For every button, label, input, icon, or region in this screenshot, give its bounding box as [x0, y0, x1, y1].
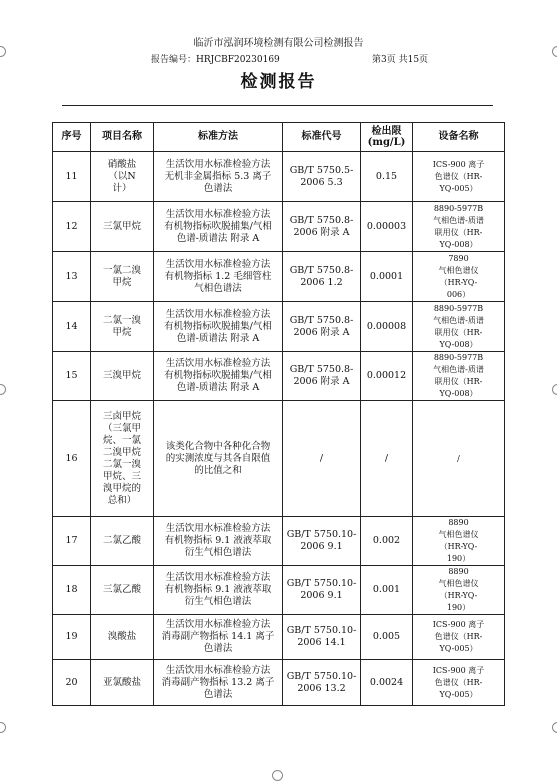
detection-limit-cell: 0.00008: [361, 302, 413, 352]
method-cell: 生活饮用水标准检验方法 有机物指标 1.2 毛细管柱 气相色谱法: [154, 252, 283, 302]
method-cell: 生活饮用水标准检验方法 消毒副产物指标 14.1 离子 色谱法: [154, 615, 283, 660]
header-cell: 项目名称: [91, 123, 154, 152]
test-methods-table: [52, 122, 505, 706]
title-rule: [62, 105, 493, 106]
standard-code-cell: GB/T 5750.8- 2006 附录 A: [283, 302, 361, 352]
device-cell: /: [413, 401, 505, 517]
standard-code-cell: GB/T 5750.5- 2006 5.3: [283, 152, 361, 202]
row-number-cell: 16: [53, 401, 91, 517]
binder-hole-mid-left: [0, 384, 6, 395]
table-row: [53, 302, 505, 352]
device-cell: 8890-5977B 气相色谱-质谱 联用仪（HR- YQ-008）: [413, 202, 505, 252]
binder-hole-bottom-center: [272, 770, 283, 781]
table-row: [53, 660, 505, 706]
detection-limit-cell: 0.001: [361, 566, 413, 615]
item-name-cell: 三氯甲烷: [91, 202, 154, 252]
detection-limit-cell: 0.00003: [361, 202, 413, 252]
method-cell: 生活饮用水标准检验方法 有机物指标吹脱捕集/气相 色谱-质谱法 附录 A: [154, 302, 283, 352]
binder-hole-bottom-right: [552, 722, 557, 733]
report-number: 报告编号：HRJCBF20230169: [151, 55, 280, 65]
report-title: 检测报告: [240, 72, 317, 92]
device-cell: ICS-900 离子 色谱仪（HR- YQ-005）: [413, 660, 505, 706]
method-cell: 生活饮用水标准检验方法 无机非金属指标 5.3 离子 色谱法: [154, 152, 283, 202]
standard-code-cell: GB/T 5750.10- 2006 14.1: [283, 615, 361, 660]
table-row: [53, 401, 505, 517]
header-cell: 序号: [53, 123, 91, 152]
standard-code-cell: GB/T 5750.8- 2006 1.2: [283, 252, 361, 302]
item-name-cell: 亚氯酸盐: [91, 660, 154, 706]
table-row: [53, 252, 505, 302]
detection-limit-cell: /: [361, 401, 413, 517]
method-cell: 该类化合物中各种化合物 的实测浓度与其各自限值 的比值之和: [154, 401, 283, 517]
item-name-cell: 二氯一溴 甲烷: [91, 302, 154, 352]
method-cell: 生活饮用水标准检验方法 有机物指标 9.1 液液萃取 衍生气相色谱法: [154, 517, 283, 566]
row-number-cell: 13: [53, 252, 91, 302]
row-number-cell: 15: [53, 352, 91, 401]
device-cell: 8890-5977B 气相色谱-质谱 联用仪（HR- YQ-008）: [413, 302, 505, 352]
row-number-cell: 14: [53, 302, 91, 352]
item-name-cell: 硝酸盐 （以N 计）: [91, 152, 154, 202]
header-cell: 检出限 (mg/L): [361, 123, 413, 152]
table-row: [53, 615, 505, 660]
item-name-cell: 一氯二溴 甲烷: [91, 252, 154, 302]
table-row: [53, 352, 505, 401]
device-cell: 7890 气相色谱仪 （HR-YQ- 006）: [413, 252, 505, 302]
item-name-cell: 二氯乙酸: [91, 517, 154, 566]
table-header-row: [53, 123, 505, 152]
table-row: [53, 202, 505, 252]
binder-hole-bottom-left: [0, 722, 6, 733]
row-number-cell: 20: [53, 660, 91, 706]
detection-limit-cell: 0.005: [361, 615, 413, 660]
row-number-cell: 11: [53, 152, 91, 202]
standard-code-cell: GB/T 5750.10- 2006 9.1: [283, 566, 361, 615]
header-cell: 标准代号: [283, 123, 361, 152]
row-number-cell: 19: [53, 615, 91, 660]
method-cell: 生活饮用水标准检验方法 有机物指标 9.1 液液萃取 衍生气相色谱法: [154, 566, 283, 615]
item-name-cell: 溴酸盐: [91, 615, 154, 660]
detection-limit-cell: 0.0024: [361, 660, 413, 706]
item-name-cell: 三氯乙酸: [91, 566, 154, 615]
row-number-cell: 17: [53, 517, 91, 566]
table-row: [53, 152, 505, 202]
standard-code-cell: GB/T 5750.10- 2006 9.1: [283, 517, 361, 566]
header-cell: 设备名称: [413, 123, 505, 152]
binder-hole-mid-right: [552, 384, 557, 395]
device-cell: 8890-5977B 气相色谱-质谱 联用仪（HR- YQ-008）: [413, 352, 505, 401]
row-number-cell: 18: [53, 566, 91, 615]
company-name: 临沂市泓润环境检测有限公司检测报告: [193, 38, 364, 49]
detection-limit-cell: 0.15: [361, 152, 413, 202]
device-cell: ICS-900 离子 色谱仪（HR- YQ-005）: [413, 615, 505, 660]
device-cell: 8890 气相色谱仪 （HR-YQ- 190）: [413, 566, 505, 615]
detection-limit-cell: 0.00012: [361, 352, 413, 401]
device-cell: ICS-900 离子 色谱仪（HR- YQ-005）: [413, 152, 505, 202]
page-number: 第3页 共15页: [372, 55, 429, 65]
header-cell: 标准方法: [154, 123, 283, 152]
table-row: [53, 517, 505, 566]
standard-code-cell: GB/T 5750.10- 2006 13.2: [283, 660, 361, 706]
item-name-cell: 三溴甲烷: [91, 352, 154, 401]
detection-limit-cell: 0.0001: [361, 252, 413, 302]
table-row: [53, 566, 505, 615]
detection-limit-cell: 0.002: [361, 517, 413, 566]
standard-code-cell: GB/T 5750.8- 2006 附录 A: [283, 352, 361, 401]
row-number-cell: 12: [53, 202, 91, 252]
method-cell: 生活饮用水标准检验方法 有机物指标吹脱捕集/气相 色谱-质谱法 附录 A: [154, 352, 283, 401]
standard-code-cell: /: [283, 401, 361, 517]
device-cell: 8890 气相色谱仪 （HR-YQ- 190）: [413, 517, 505, 566]
item-name-cell: 三卤甲烷 （三氯甲 烷、一氯 二溴甲烷 二氯一溴 甲烷、三 溴甲烷的 总和）: [91, 401, 154, 517]
standard-code-cell: GB/T 5750.8- 2006 附录 A: [283, 202, 361, 252]
method-cell: 生活饮用水标准检验方法 消毒副产物指标 13.2 离子 色谱法: [154, 660, 283, 706]
method-cell: 生活饮用水标准检验方法 有机物指标吹脱捕集/气相 色谱-质谱法 附录 A: [154, 202, 283, 252]
